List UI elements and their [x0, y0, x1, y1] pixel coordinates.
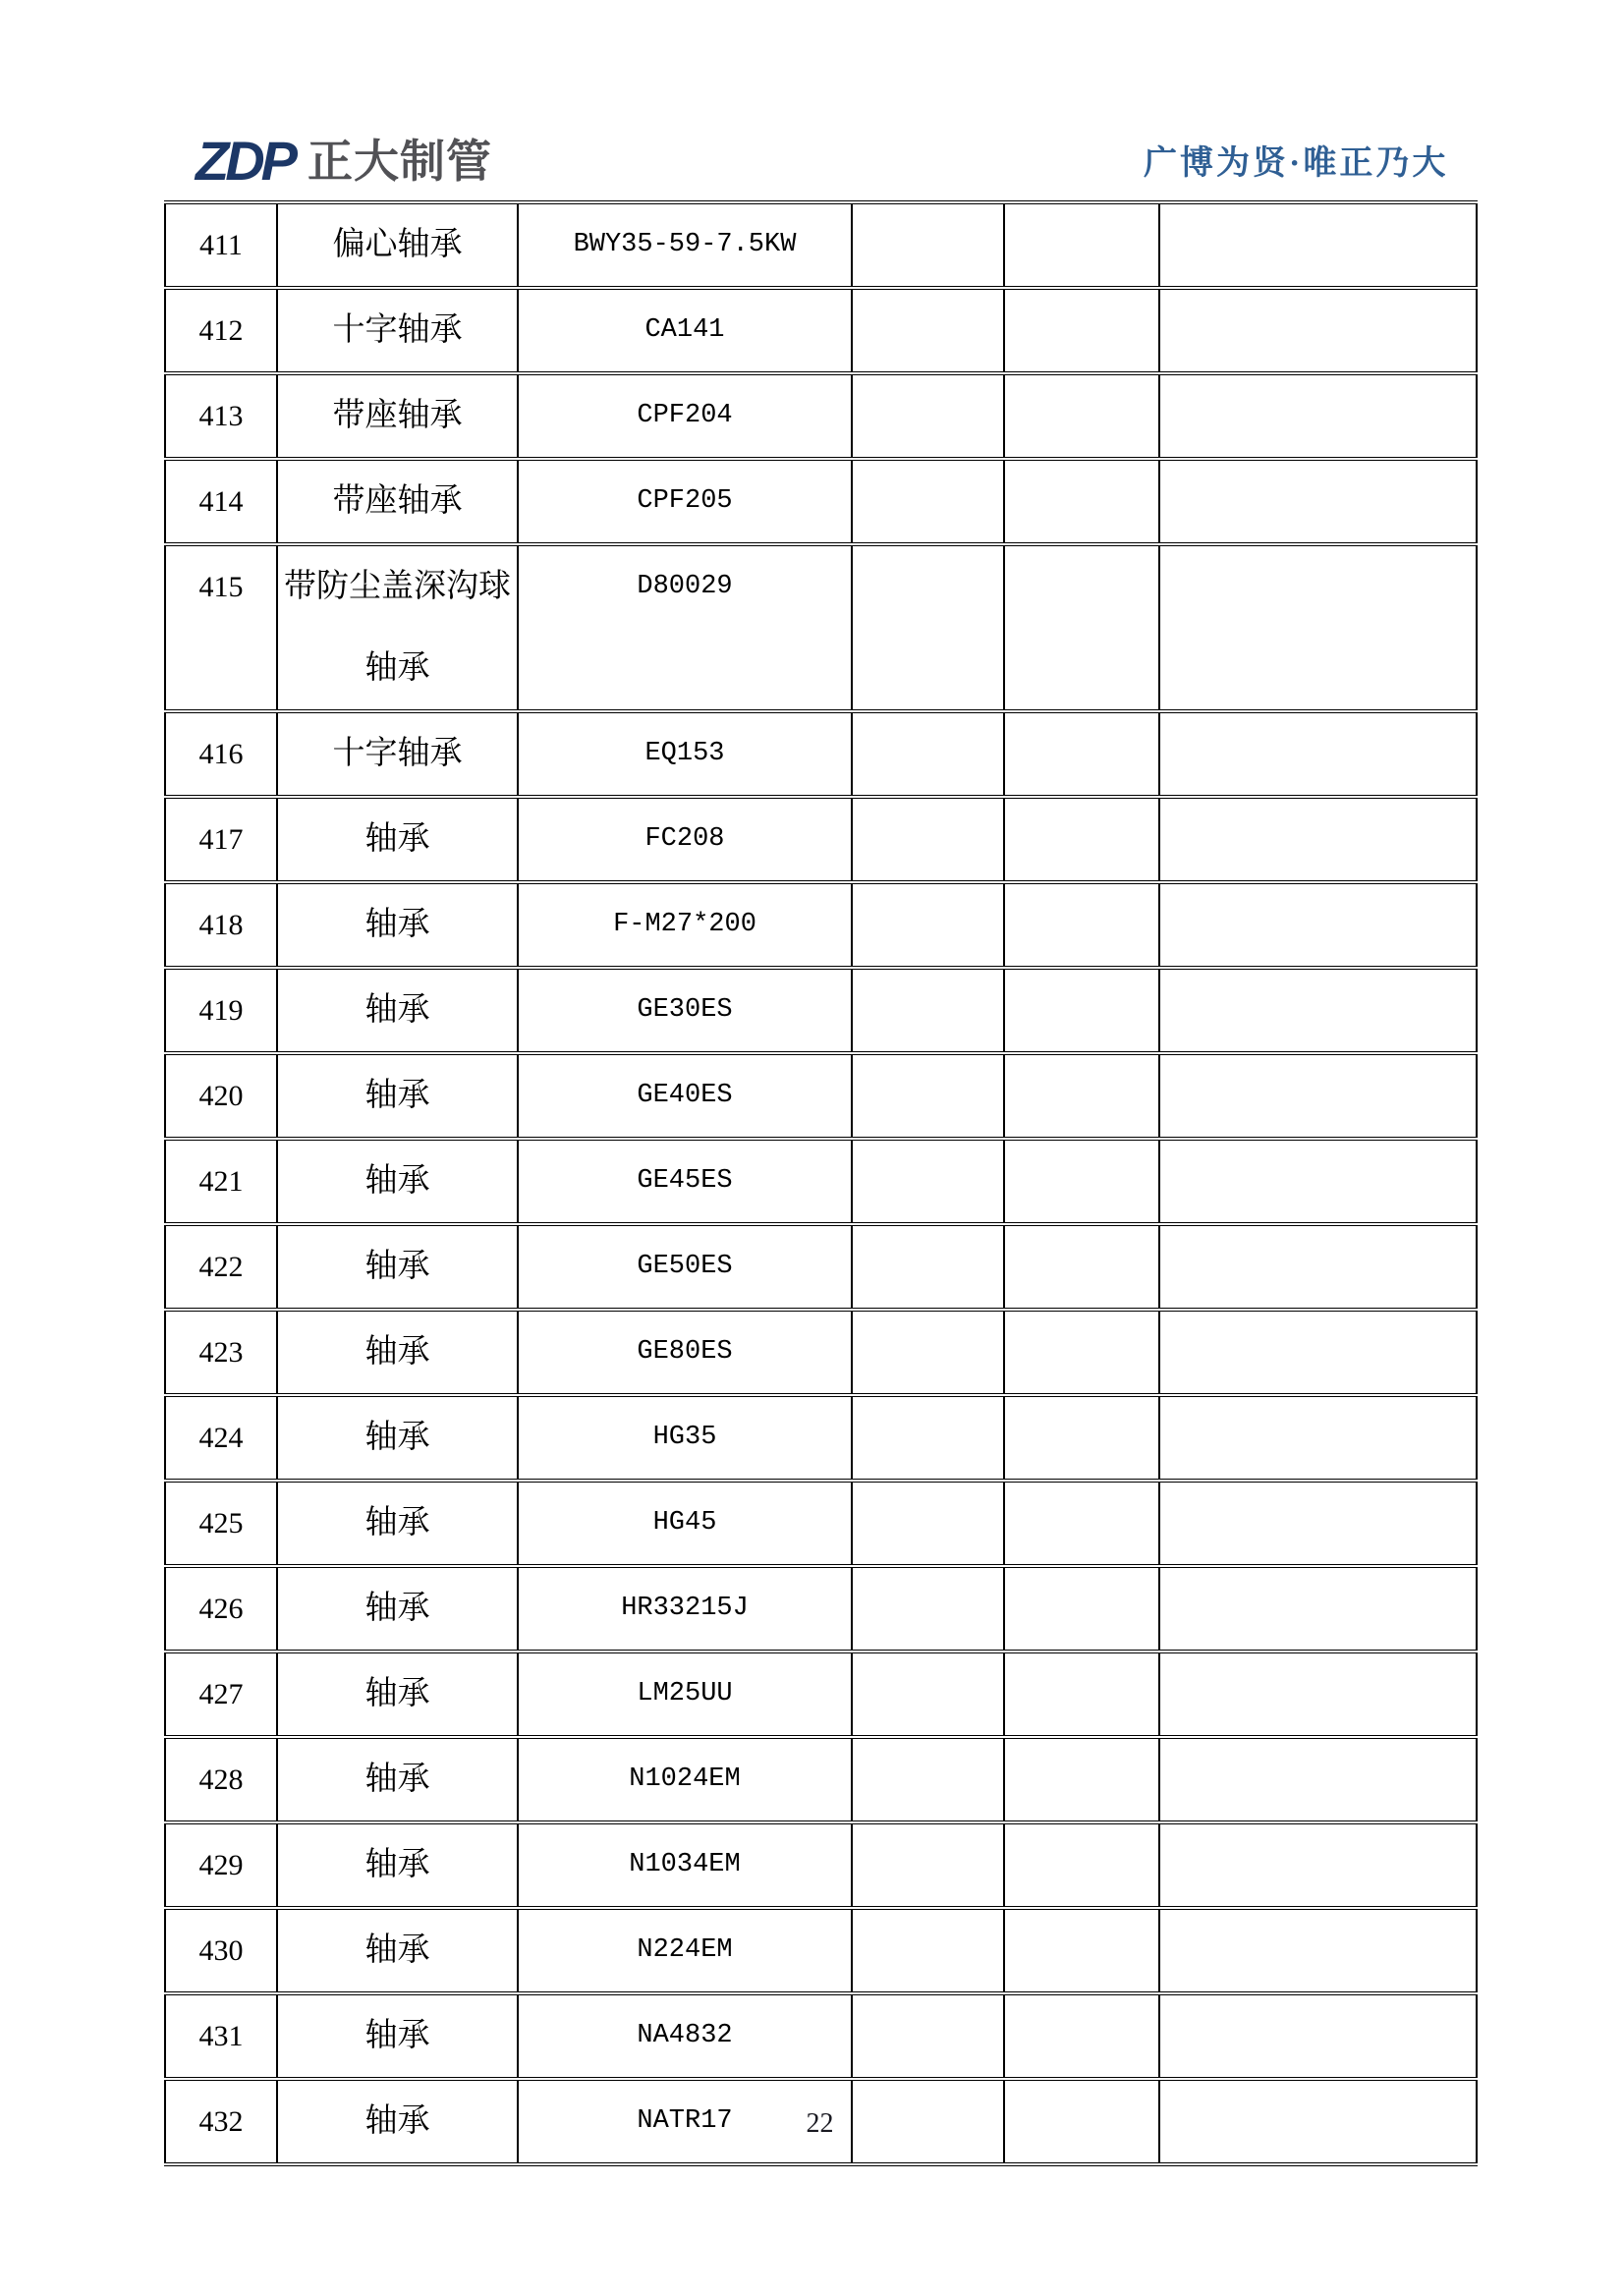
- cell-serial-number: 413: [165, 373, 277, 459]
- cell-empty: [852, 1395, 1004, 1481]
- cell-part-name: 轴承: [277, 1481, 518, 1566]
- cell-empty: [852, 1908, 1004, 1993]
- cell-empty: [852, 797, 1004, 882]
- cell-part-name: 轴承: [277, 882, 518, 968]
- cell-model-spec: GE40ES: [518, 1053, 852, 1139]
- cell-serial-number: 430: [165, 1908, 277, 1993]
- table-row: [165, 373, 1477, 459]
- cell-empty: [1159, 1737, 1477, 1822]
- cell-serial-number: 416: [165, 711, 277, 797]
- cell-empty: [1004, 1139, 1159, 1224]
- cell-part-name: 轴承: [277, 1993, 518, 2079]
- cell-model-spec: GE80ES: [518, 1310, 852, 1395]
- cell-model-spec: NATR17: [518, 2079, 852, 2164]
- table-row: [165, 202, 1477, 288]
- cell-part-name: 轴承: [277, 1395, 518, 1481]
- cell-part-name: 轴承: [277, 1053, 518, 1139]
- cell-empty: [852, 1993, 1004, 2079]
- cell-serial-number: 418: [165, 882, 277, 968]
- table-row: [165, 968, 1477, 1053]
- table-row: [165, 1652, 1477, 1737]
- cell-part-name: 轴承: [277, 1566, 518, 1652]
- cell-empty: [852, 1566, 1004, 1652]
- table-row: [165, 1908, 1477, 1993]
- cell-empty: [1159, 1652, 1477, 1737]
- cell-empty: [852, 1224, 1004, 1310]
- cell-model-spec: N224EM: [518, 1908, 852, 1993]
- cell-model-spec: BWY35-59-7.5KW: [518, 202, 852, 288]
- cell-empty: [1004, 202, 1159, 288]
- table-row: [165, 1481, 1477, 1566]
- cell-serial-number: 424: [165, 1395, 277, 1481]
- cell-empty: [1004, 1908, 1159, 1993]
- table-row: [165, 1566, 1477, 1652]
- cell-model-spec: CA141: [518, 288, 852, 373]
- cell-part-name: 带防尘盖深沟球轴承: [277, 544, 518, 711]
- cell-serial-number: 415: [165, 544, 277, 711]
- cell-empty: [1004, 544, 1159, 711]
- cell-empty: [1004, 1652, 1159, 1737]
- cell-empty: [852, 711, 1004, 797]
- cell-model-spec: GE50ES: [518, 1224, 852, 1310]
- cell-model-spec: CPF205: [518, 459, 852, 544]
- cell-empty: [852, 288, 1004, 373]
- cell-empty: [1159, 1139, 1477, 1224]
- parts-table: [164, 200, 1478, 2166]
- cell-part-name: 轴承: [277, 797, 518, 882]
- cell-serial-number: 428: [165, 1737, 277, 1822]
- cell-empty: [852, 544, 1004, 711]
- cell-part-name: 轴承: [277, 1139, 518, 1224]
- company-logo: [196, 130, 492, 192]
- cell-empty: [1159, 1993, 1477, 2079]
- cell-empty: [1159, 1310, 1477, 1395]
- cell-model-spec: F-M27*200: [518, 882, 852, 968]
- cell-empty: [1004, 1566, 1159, 1652]
- cell-empty: [852, 1139, 1004, 1224]
- cell-empty: [1159, 373, 1477, 459]
- cell-model-spec: FC208: [518, 797, 852, 882]
- cell-model-spec: D80029: [518, 544, 852, 711]
- table-row: [165, 459, 1477, 544]
- cell-empty: [852, 1822, 1004, 1908]
- cell-serial-number: 425: [165, 1481, 277, 1566]
- cell-empty: [1159, 288, 1477, 373]
- cell-empty: [1004, 1822, 1159, 1908]
- cell-empty: [1159, 544, 1477, 711]
- cell-empty: [1004, 459, 1159, 544]
- table-row: [165, 1737, 1477, 1822]
- cell-model-spec: N1024EM: [518, 1737, 852, 1822]
- cell-model-spec: LM25UU: [518, 1652, 852, 1737]
- table-row: [165, 1822, 1477, 1908]
- cell-serial-number: 414: [165, 459, 277, 544]
- cell-empty: [1159, 1566, 1477, 1652]
- cell-serial-number: 431: [165, 1993, 277, 2079]
- cell-model-spec: CPF204: [518, 373, 852, 459]
- cell-empty: [1004, 882, 1159, 968]
- cell-empty: [1004, 1737, 1159, 1822]
- cell-model-spec: EQ153: [518, 711, 852, 797]
- table-row: [165, 288, 1477, 373]
- table-row: [165, 711, 1477, 797]
- cell-empty: [1004, 1224, 1159, 1310]
- cell-model-spec: GE30ES: [518, 968, 852, 1053]
- cell-part-name: 轴承: [277, 2079, 518, 2164]
- cell-serial-number: 422: [165, 1224, 277, 1310]
- cell-empty: [1159, 968, 1477, 1053]
- cell-empty: [1004, 1395, 1159, 1481]
- cell-serial-number: 432: [165, 2079, 277, 2164]
- cell-serial-number: 429: [165, 1822, 277, 1908]
- cell-part-name: 轴承: [277, 968, 518, 1053]
- cell-serial-number: 421: [165, 1139, 277, 1224]
- cell-serial-number: 411: [165, 202, 277, 288]
- cell-part-name: 带座轴承: [277, 373, 518, 459]
- cell-model-spec: GE45ES: [518, 1139, 852, 1224]
- cell-empty: [1004, 1053, 1159, 1139]
- cell-model-spec: N1034EM: [518, 1822, 852, 1908]
- cell-empty: [1159, 1822, 1477, 1908]
- cell-empty: [852, 968, 1004, 1053]
- cell-empty: [1159, 1053, 1477, 1139]
- cell-empty: [1159, 711, 1477, 797]
- cell-part-name: 偏心轴承: [277, 202, 518, 288]
- cell-part-name: 轴承: [277, 1822, 518, 1908]
- cell-empty: [852, 1053, 1004, 1139]
- cell-empty: [1004, 1310, 1159, 1395]
- cell-part-name: 十字轴承: [277, 711, 518, 797]
- cell-empty: [1004, 711, 1159, 797]
- table-row: [165, 1224, 1477, 1310]
- cell-serial-number: 417: [165, 797, 277, 882]
- table-row: [165, 1139, 1477, 1224]
- cell-empty: [1004, 968, 1159, 1053]
- cell-empty: [1004, 373, 1159, 459]
- cell-empty: [852, 202, 1004, 288]
- cell-serial-number: 420: [165, 1053, 277, 1139]
- page-number: 22: [806, 2108, 834, 2139]
- cell-empty: [1159, 1908, 1477, 1993]
- table-row: [165, 1053, 1477, 1139]
- cell-part-name: 轴承: [277, 1908, 518, 1993]
- logo-zdp-mark: ZDP: [196, 130, 294, 192]
- cell-empty: [852, 459, 1004, 544]
- cell-empty: [852, 1481, 1004, 1566]
- cell-serial-number: 423: [165, 1310, 277, 1395]
- cell-model-spec: HG35: [518, 1395, 852, 1481]
- cell-serial-number: 419: [165, 968, 277, 1053]
- cell-empty: [1004, 797, 1159, 882]
- cell-serial-number: 426: [165, 1566, 277, 1652]
- cell-model-spec: NA4832: [518, 1993, 852, 2079]
- table-row: [165, 882, 1477, 968]
- table-row: [165, 1993, 1477, 2079]
- page-footer: [164, 2108, 1476, 2140]
- cell-model-spec: HG45: [518, 1481, 852, 1566]
- table-row: [165, 1310, 1477, 1395]
- cell-part-name: 轴承: [277, 1737, 518, 1822]
- company-slogan: 广博为贤·唯正乃大: [1144, 145, 1449, 182]
- cell-empty: [1159, 882, 1477, 968]
- cell-empty: [1159, 1224, 1477, 1310]
- logo-company-name: 正大制管: [308, 136, 492, 187]
- cell-serial-number: 427: [165, 1652, 277, 1737]
- cell-empty: [1159, 459, 1477, 544]
- cell-empty: [1159, 202, 1477, 288]
- parts-table-body: [165, 202, 1477, 2164]
- cell-empty: [1004, 1481, 1159, 1566]
- cell-empty: [1004, 1993, 1159, 2079]
- cell-empty: [852, 373, 1004, 459]
- table-row: [165, 1395, 1477, 1481]
- cell-part-name: 十字轴承: [277, 288, 518, 373]
- table-row: [165, 797, 1477, 882]
- cell-empty: [1004, 288, 1159, 373]
- cell-empty: [1159, 1395, 1477, 1481]
- cell-empty: [852, 1652, 1004, 1737]
- cell-empty: [852, 1310, 1004, 1395]
- cell-part-name: 轴承: [277, 1310, 518, 1395]
- table-row: [165, 544, 1477, 711]
- cell-serial-number: 412: [165, 288, 277, 373]
- cell-empty: [1159, 1481, 1477, 1566]
- cell-part-name: 轴承: [277, 1652, 518, 1737]
- cell-part-name: 轴承: [277, 1224, 518, 1310]
- cell-model-spec: HR33215J: [518, 1566, 852, 1652]
- cell-part-name: 带座轴承: [277, 459, 518, 544]
- cell-empty: [1159, 797, 1477, 882]
- cell-empty: [852, 1737, 1004, 1822]
- cell-empty: [852, 882, 1004, 968]
